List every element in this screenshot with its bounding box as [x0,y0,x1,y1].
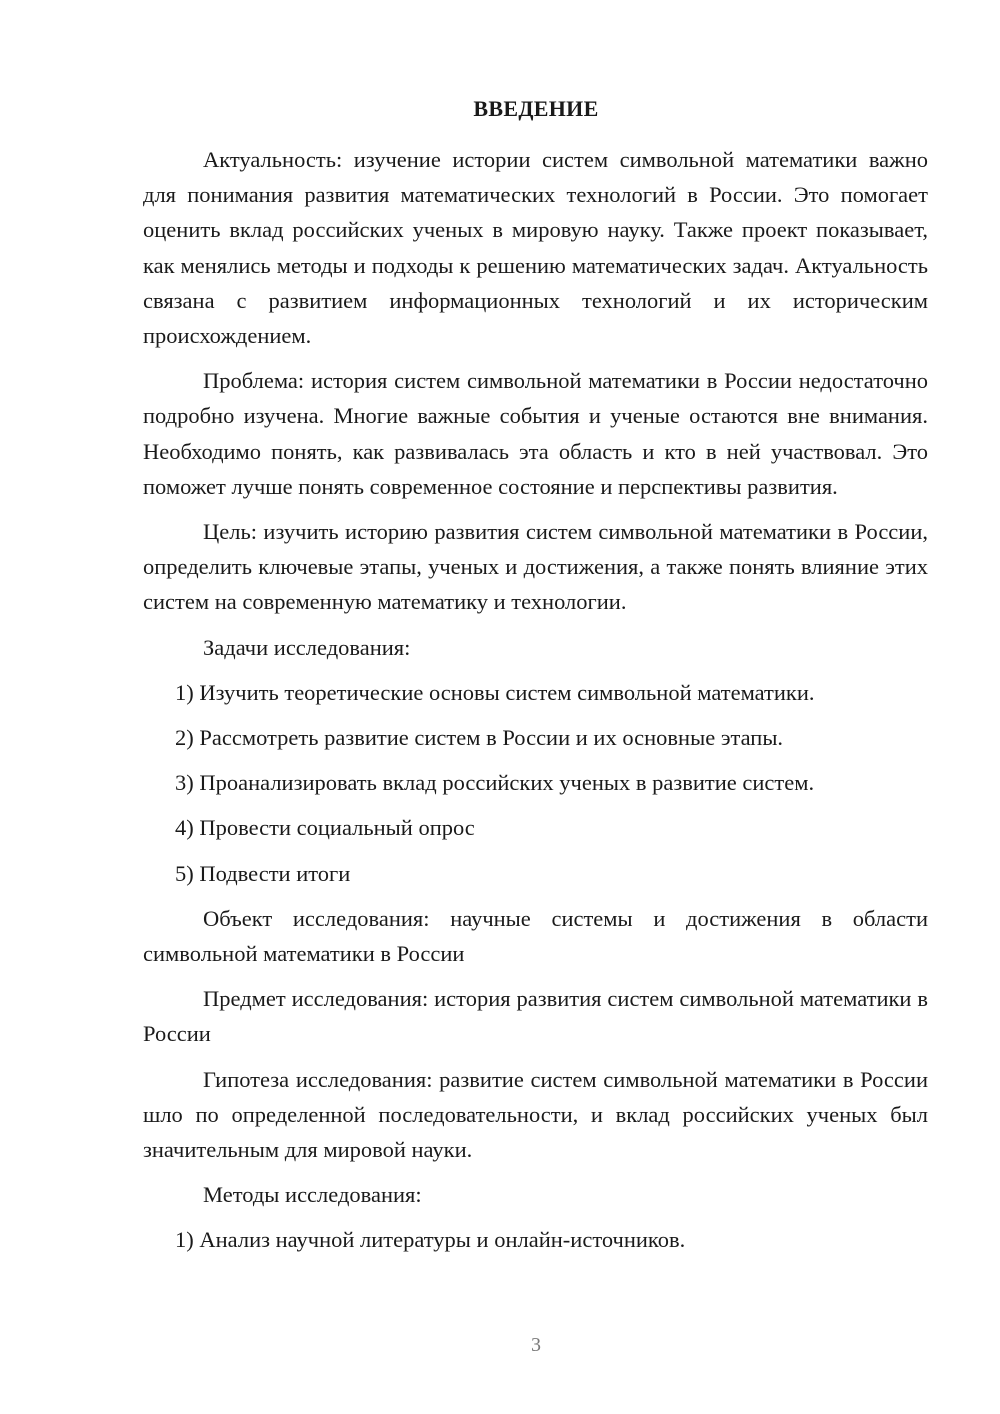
page-number: 3 [531,1334,541,1356]
task-item: 5) Подвести итоги [175,860,351,886]
paragraph-relevance: Актуальность: изучение истории систем символьной математики важно для понимания развития математических технологий в России. Это помогает оценить вклад российских ученых в мировую науку. Также проект показывает, как менялись методы и подходы к решению математических задач. Актуальность связана с развитием информационных технологий и их историческим происхождением. [143,147,928,349]
task-item: 1) Изучить теоретические основы систем символьной математики. [175,679,815,705]
page-heading: ВВЕДЕНИЕ [473,96,599,121]
document-body [143,142,928,1268]
paragraph-object: Объект исследования: научные системы и достижения в области символьной математики в России [143,905,928,967]
paragraph-subject: Предмет исследования: история развития систем символьной математики в России [143,986,928,1047]
methods-title: Методы исследования: [203,1182,422,1208]
paragraph-problem: Проблема: история систем символьной математики в России недостаточно подробно изучена. Многие важные события и ученые остаются вне внимания. Необходимо понять, как развивалась эта область и кто в ней участвовал. Это поможет лучше понять современное состояние и перспективы развития. [143,368,928,499]
method-item: 1) Анализ научной литературы и онлайн-источников. [175,1227,686,1253]
paragraph-hypothesis: Гипотеза исследования: развитие систем символьной математики в России шло по определенной последовательности, и вклад российских ученых был значительным для мировой науки. [143,1066,928,1163]
task-item: 3) Проанализировать вклад российских ученых в развитие систем. [175,770,815,796]
paragraph-goal: Цель: изучить историю развития систем символьной математики в России, определить ключевые этапы, ученых и достижения, а также понять влияние этих систем на современную математику и технологии. [143,519,928,615]
tasks-title: Задачи исследования: [203,634,411,660]
task-item: 4) Провести социальный опрос [175,815,475,841]
task-item: 2) Рассмотреть развитие систем в России и их основные этапы. [175,725,784,751]
